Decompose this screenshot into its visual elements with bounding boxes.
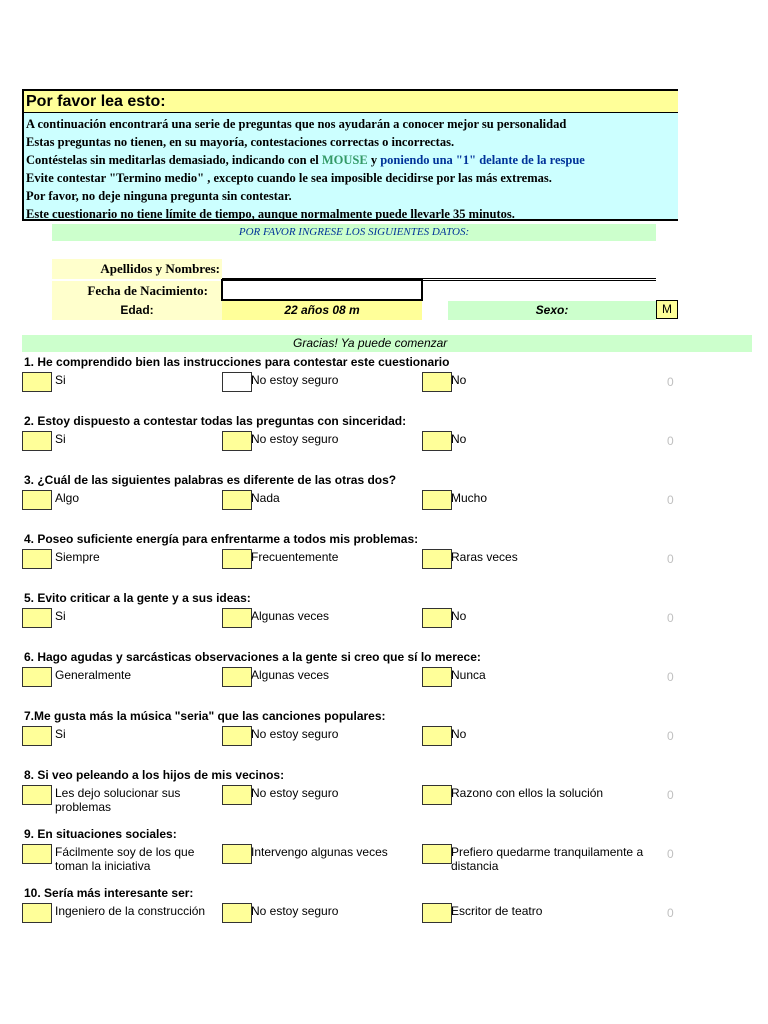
answer-checkbox[interactable] <box>22 549 52 569</box>
answer-checkbox[interactable] <box>22 726 52 746</box>
answer-label: No <box>451 609 467 623</box>
question-text: 9. En situaciones sociales: <box>24 827 177 841</box>
instruction-line: Estas preguntas no tienen, en su mayoría, contestaciones correctas o incorrectas. <box>26 135 455 149</box>
score-value: 0 <box>667 375 674 389</box>
answer-checkbox[interactable] <box>222 785 252 805</box>
answer-label: Algunas veces <box>251 668 330 682</box>
answer-checkbox[interactable] <box>422 667 452 687</box>
score-value: 0 <box>667 847 674 861</box>
answer-checkbox[interactable] <box>422 608 452 628</box>
question-text: 4. Poseo suficiente energía para enfrentarme a todos mis problemas: <box>24 532 419 546</box>
answer-label: No estoy seguro <box>251 904 339 918</box>
instruction-line: Este cuestionario no tiene límite de tiempo, aunque normalmente puede llevarle 35 minutos. <box>26 207 515 221</box>
answer-label: Nada <box>251 491 280 505</box>
answer-checkbox[interactable] <box>422 431 452 451</box>
question-item <box>0 709 768 768</box>
question-item <box>0 768 768 827</box>
divider <box>423 280 656 281</box>
answer-checkbox[interactable] <box>222 844 252 864</box>
data-banner: POR FAVOR INGRESE LOS SIGUIENTES DATOS: <box>52 224 656 241</box>
score-value: 0 <box>667 493 674 507</box>
answer-label: Frecuentemente <box>251 550 339 564</box>
instructions-title: Por favor lea esto: <box>24 91 678 113</box>
answer-label: Prefiero quedarme tranquilamente a distancia <box>451 845 644 873</box>
question-text: 3. ¿Cuál de las siguientes palabras es diferente de las otras dos? <box>24 473 397 487</box>
birth-date-input[interactable] <box>221 279 423 301</box>
instructions-panel <box>22 89 678 221</box>
answer-label: Algunas veces <box>251 609 330 623</box>
question-text: 6. Hago agudas y sarcásticas observaciones a la gente si creo que sí lo merece: <box>24 650 481 664</box>
answer-checkbox[interactable] <box>22 667 52 687</box>
answer-checkbox[interactable] <box>22 785 52 805</box>
thanks-text: Gracias! Ya puede comenzar <box>293 336 448 350</box>
instruction-line <box>26 151 678 169</box>
answer-label: No <box>451 373 467 387</box>
answer-label: Ingeniero de la construcción <box>55 904 206 918</box>
answer-label: Algo <box>55 491 80 505</box>
answer-checkbox[interactable] <box>422 490 452 510</box>
answer-label: Mucho <box>451 491 488 505</box>
answer-checkbox[interactable] <box>222 490 252 510</box>
answer-checkbox[interactable] <box>422 785 452 805</box>
answer-checkbox[interactable] <box>22 903 52 923</box>
answer-label: No estoy seguro <box>251 432 339 446</box>
instruction-text: y <box>367 153 381 167</box>
answer-checkbox[interactable] <box>22 844 52 864</box>
answer-label: Razono con ellos la solución <box>451 786 604 800</box>
score-value: 0 <box>667 670 674 684</box>
answer-label: No estoy seguro <box>251 727 339 741</box>
question-item <box>0 473 768 532</box>
answer-label: Escritor de teatro <box>451 904 543 918</box>
sex-label: Sexo: <box>448 301 656 320</box>
answer-label: Si <box>55 727 66 741</box>
question-item <box>0 591 768 650</box>
thanks-banner <box>22 335 752 352</box>
score-value: 0 <box>667 729 674 743</box>
answer-checkbox[interactable] <box>22 372 52 392</box>
answer-checkbox[interactable] <box>22 431 52 451</box>
answer-checkbox[interactable] <box>22 490 52 510</box>
question-text: 7.Me gusta más la música "seria" que las canciones populares: <box>24 709 386 723</box>
score-value: 0 <box>667 611 674 625</box>
question-text: 10. Sería más interesante ser: <box>24 886 194 900</box>
score-value: 0 <box>667 434 674 448</box>
answer-checkbox[interactable] <box>222 903 252 923</box>
question-item <box>0 355 768 414</box>
instruction-text: Contéstelas sin meditarlas demasiado, indicando con el <box>26 153 322 167</box>
answer-label: Intervengo algunas veces <box>251 845 388 859</box>
answer-checkbox[interactable] <box>222 431 252 451</box>
answer-checkbox[interactable] <box>222 549 252 569</box>
question-item <box>0 650 768 709</box>
answer-label: Les dejo solucionar sus problemas <box>55 786 181 814</box>
answer-checkbox[interactable] <box>22 608 52 628</box>
instruction-highlight: poniendo una "1" delante de la respue <box>380 153 585 167</box>
answer-label: Si <box>55 609 66 623</box>
age-value: 22 años 08 m <box>222 301 422 320</box>
answer-checkbox[interactable] <box>422 844 452 864</box>
answer-label: No <box>451 727 467 741</box>
answer-label: Si <box>55 432 66 446</box>
answer-label: Fácilmente soy de los que toman la iniciativa <box>55 845 195 873</box>
question-text: 1. He comprendido bien las instrucciones para contestar este cuestionario <box>24 355 450 369</box>
answer-checkbox[interactable] <box>222 372 252 392</box>
birth-label: Fecha de Nacimiento: <box>52 281 222 301</box>
question-item <box>0 532 768 591</box>
answer-checkbox[interactable] <box>222 608 252 628</box>
answer-label: Siempre <box>55 550 100 564</box>
answer-label: Raras veces <box>451 550 518 564</box>
answer-checkbox[interactable] <box>422 903 452 923</box>
question-text: 5. Evito criticar a la gente y a sus ideas: <box>24 591 251 605</box>
score-value: 0 <box>667 552 674 566</box>
question-item <box>0 827 768 886</box>
sex-input[interactable]: M <box>656 300 678 319</box>
answer-label: No <box>451 432 467 446</box>
answer-checkbox[interactable] <box>422 372 452 392</box>
answer-checkbox[interactable] <box>422 549 452 569</box>
age-label: Edad: <box>52 301 222 320</box>
answer-checkbox[interactable] <box>222 667 252 687</box>
question-item <box>0 886 768 945</box>
question-text: 2. Estoy dispuesto a contestar todas las preguntas con sinceridad: <box>24 414 407 428</box>
answer-label: No estoy seguro <box>251 786 339 800</box>
instruction-line: Por favor, no deje ninguna pregunta sin contestar. <box>26 189 292 203</box>
mouse-keyword: MOUSE <box>321 153 368 167</box>
answer-label: Si <box>55 373 66 387</box>
instructions-text <box>26 115 678 223</box>
answer-label: Generalmente <box>55 668 132 682</box>
instruction-line: Evite contestar "Termino medio" , excepto cuando le sea imposible decidirse por las más extremas. <box>26 171 552 185</box>
answer-checkbox[interactable] <box>422 726 452 746</box>
question-item <box>0 414 768 473</box>
instruction-line: A continuación encontrará una serie de preguntas que nos ayudarán a conocer mejor su personalidad <box>26 117 567 131</box>
answer-label: No estoy seguro <box>251 373 339 387</box>
score-value: 0 <box>667 906 674 920</box>
score-value: 0 <box>667 788 674 802</box>
answer-label: Nunca <box>451 668 486 682</box>
name-label: Apellidos y Nombres: <box>52 259 222 279</box>
answer-checkbox[interactable] <box>222 726 252 746</box>
question-text: 8. Si veo peleando a los hijos de mis vecinos: <box>24 768 285 782</box>
